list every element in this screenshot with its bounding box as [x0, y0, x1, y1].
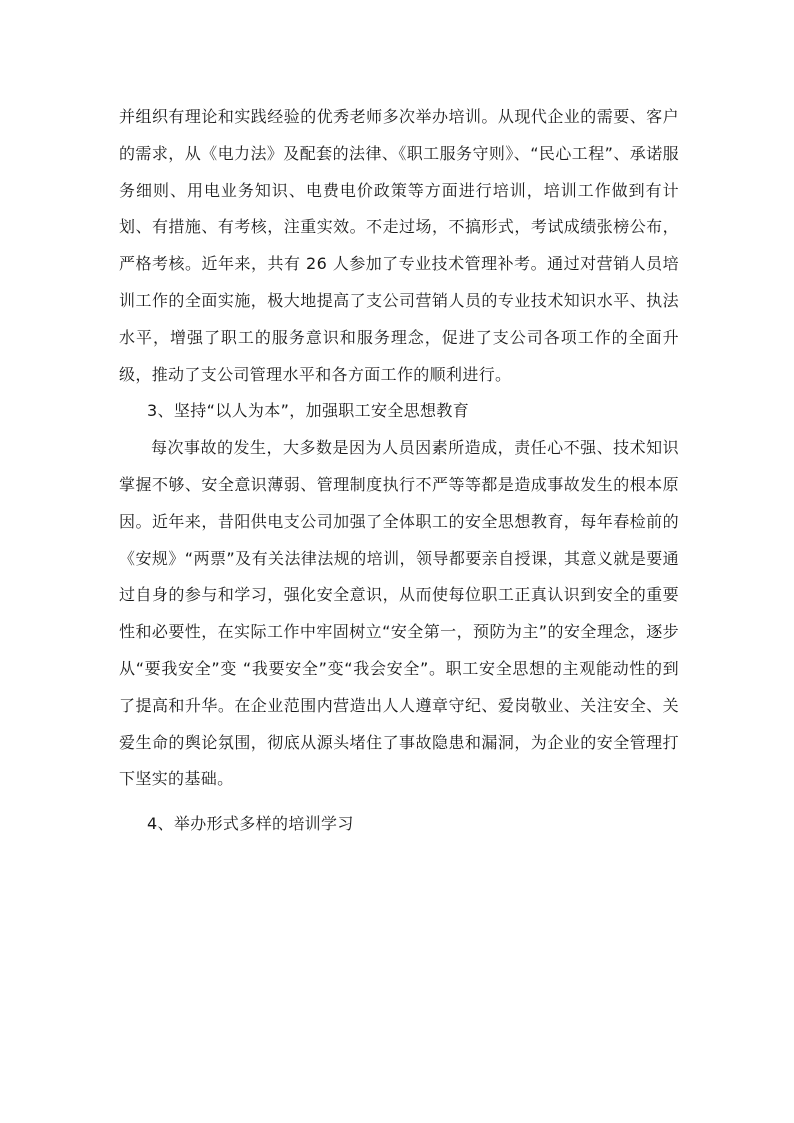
paragraph-training: 并组织有理论和实践经验的优秀老师多次举办培训。从现代企业的需要、客户的需求，从《电力法》及配套的法律、《职工服务守则》、“民心工程”、承诺服务细则、用电业务知识、电费电价政策等方面进行培训，培训工作做到有计划、有措施、有考核，注重实效。不走过场，不搞形式，考试成绩张榜公布，严格考核。近年来，共有 26 人参加了专业技术管理补考。通过对营销人员培训工作的全面实施，极大地提高了支公司营销人员的专业技术知识水平、执法水平，增强了职工的服务意识和服务理念，促进了支公司各项工作的全面升级，推动了支公司管理水平和各方面工作的顺利进行。	[119, 107, 679, 384]
document-body	[119, 99, 679, 843]
section-heading-3: 3、坚持“以人为本”，加强职工安全思想教育	[147, 401, 470, 421]
paragraph-safety-education: 每次事故的发生，大多数是因为人员因素所造成，责任心不强、技术知识掌握不够、安全意识薄弱、管理制度执行不严等等都是造成事故发生的根本原因。近年来，昔阳供电支公司加强了全体职工的安全思想教育，每年春检前的《安规》“两票”及有关法律法规的培训，领导都要亲自授课，其意义就是要通过自身的参与和学习，强化安全意识，从而使每位职工正真认识到安全的重要性和必要性，在实际工作中牢固树立“安全第一，预防为主”的安全理念，逐步从“要我安全”变 “我要安全”变“我会安全”。职工安全思想的主观能动性的到了提高和升华。在企业范围内营造出人人遵章守纪、爱岗敬业、关注安全、关爱生命的舆论氛围，彻底从源头堵住了事故隐患和漏洞，为企业的安全管理打下坚实的基础。	[119, 438, 679, 789]
section-heading-4: 4、举办形式多样的培训学习	[147, 814, 354, 834]
